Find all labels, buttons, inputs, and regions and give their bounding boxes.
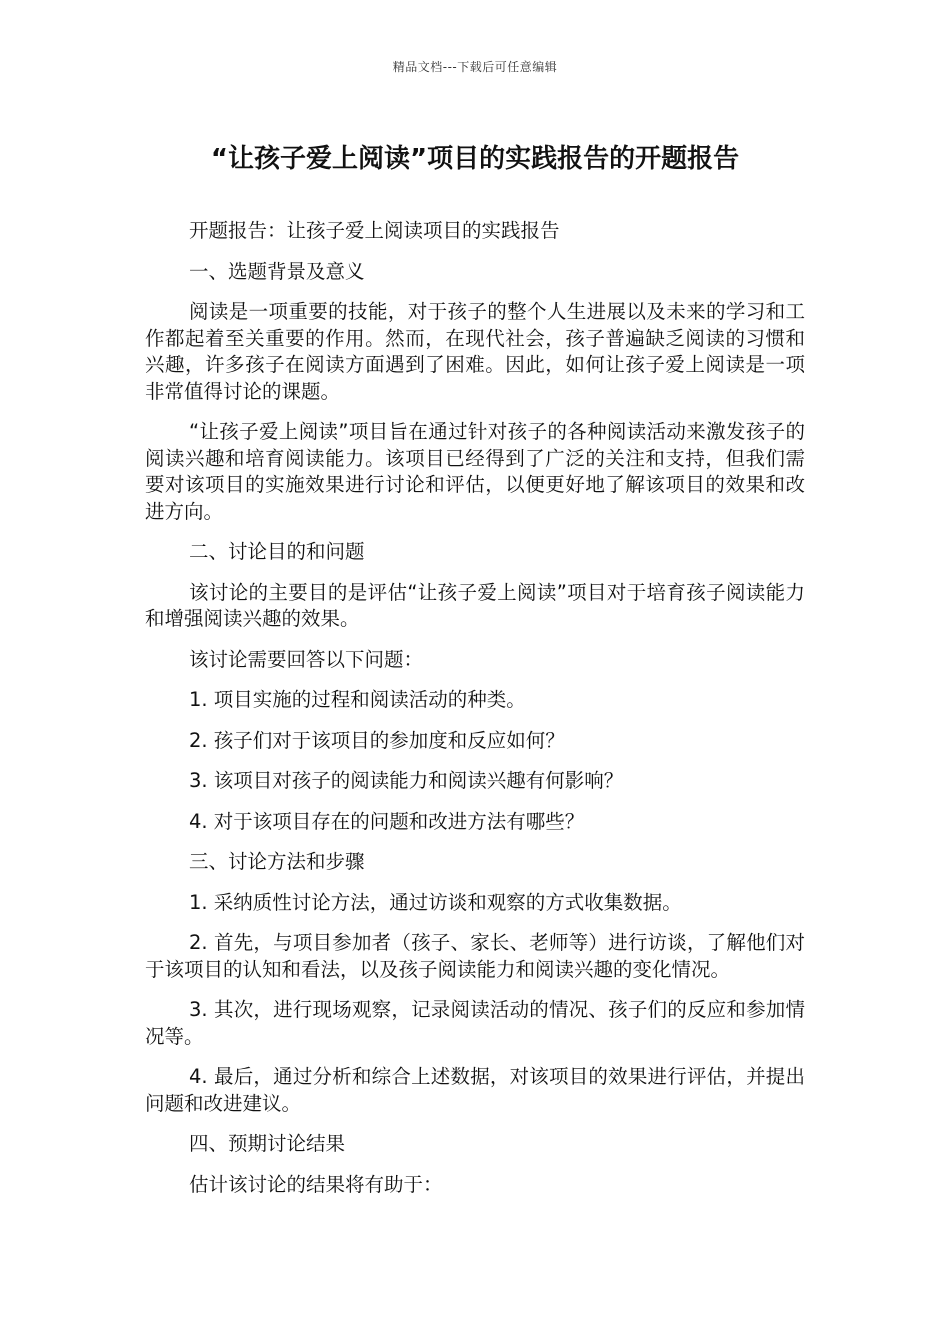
list-item: 3. 该项目对孩子的阅读能力和阅读兴趣有何影响？ (189, 769, 624, 792)
paragraph: 开题报告：让孩子爱上阅读项目的实践报告 (189, 219, 560, 242)
paragraph: 阅读是一项重要的技能，对于孩子的整个人生进展以及未来的学习和工作都起着至关重要的作用。然而，在现代社会，孩子普遍缺乏阅读的习惯和兴趣，许多孩子在阅读方面遇到了困难。因此，如何让孩子爱上阅读是一项非常值得讨论的课题。 (145, 300, 805, 403)
page-header: 精品文档---下载后可任意编辑 (392, 60, 558, 74)
list-item: 4. 对于该项目存在的问题和改进方法有哪些？ (189, 809, 585, 833)
list-item: 2. 孩子们对于该项目的参加度和反应如何？ (189, 728, 565, 752)
paragraph: 该讨论需要回答以下问题： (189, 647, 424, 671)
list-item: 3. 其次，进行现场观察，记录阅读活动的情况、孩子们的反应和参加情况等。 (145, 998, 805, 1048)
document-title: “让孩子爱上阅读”项目的实践报告的开题报告 (210, 144, 740, 174)
section-heading: 二、讨论目的和问题 (189, 540, 365, 563)
list-item: 2. 首先，与项目参加者（孩子、家长、老师等）进行访谈，了解他们对于该项目的认知和看法，以及孩子阅读能力和阅读兴趣的变化情况。 (145, 931, 805, 981)
section-heading: 三、讨论方法和步骤 (189, 850, 365, 873)
paragraph: 估计该讨论的结果将有助于： (189, 1172, 443, 1196)
paragraph: 该讨论的主要目的是评估“让孩子爱上阅读”项目对于培育孩子阅读能力和增强阅读兴趣的效果。 (145, 580, 805, 630)
section-heading: 四、预期讨论结果 (189, 1132, 346, 1155)
section-heading: 一、选题背景及意义 (189, 259, 365, 283)
paragraph: “让孩子爱上阅读”项目旨在通过针对孩子的各种阅读活动来激发孩子的阅读兴趣和培育阅读能力。该项目已经得到了广泛的关注和支持，但我们需要对该项目的实施效果进行讨论和评估，以便更好地了解该项目的效果和改进方向。 (145, 420, 805, 523)
list-item: 1. 采纳质性讨论方法，通过访谈和观察的方式收集数据。 (189, 890, 682, 914)
document-body (145, 218, 805, 1212)
list-item: 4. 最后，通过分析和综合上述数据，对该项目的效果进行评估，并提出问题和改进建议。 (145, 1065, 805, 1115)
list-item: 1. 项目实施的过程和阅读活动的种类。 (189, 688, 526, 711)
